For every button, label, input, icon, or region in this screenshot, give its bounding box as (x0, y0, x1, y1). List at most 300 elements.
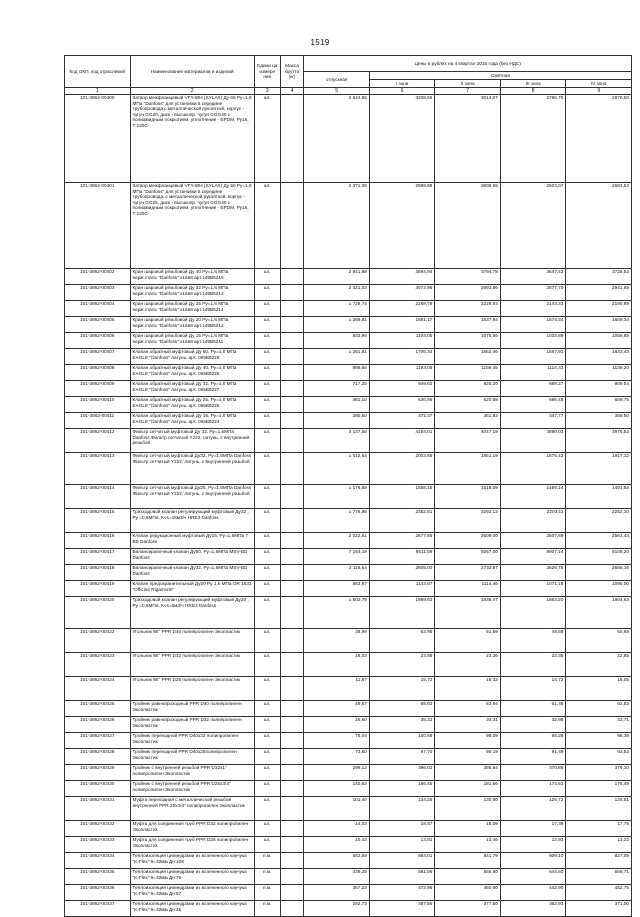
row-release-price: 2 321,03 (304, 285, 370, 301)
row-unit: шт. (254, 565, 280, 581)
row-name: Муфта для соединения труб PPR D32 полипропилен Экопластик (130, 821, 254, 837)
row-mass (280, 733, 304, 749)
row-zone3-price: 94,28 (500, 733, 566, 749)
row-mass (280, 797, 304, 821)
row-zone3-price: 1875,42 (500, 453, 566, 485)
row-release-price: 38,99 (304, 629, 370, 653)
row-zone2-price: 925,20 (435, 381, 501, 397)
row-zone3-price: 2143,33 (500, 301, 566, 317)
row-name: Трехходовой клапан регулирующий муфтовый Ду20 , Ру =0,6МПа, Kvs=6м3/ч HRE3 Danfoss (130, 597, 254, 629)
row-zone1-price: 13,81 (369, 837, 435, 853)
row-code: 101-3862-00429 (65, 765, 131, 781)
row-zone3-price: 1574,34 (500, 317, 566, 333)
row-zone1-price: 2805,00 (369, 565, 435, 581)
row-name: Клапан обратный муфтовый Ду 40, Ру=1,0 МПа EAGLE "Danfoss" латунь, арт. 065B8226 (130, 365, 254, 381)
row-name: Тройник переходной PPR D40x32 полипропилен Экопластик (130, 733, 254, 749)
row-zone4-price: 93,52 (566, 749, 632, 765)
table-row (65, 581, 632, 597)
row-code: 101-3862-00416 (65, 533, 131, 549)
row-zone4-price: 22,85 (566, 653, 632, 677)
row-zone1-price: 1193,05 (369, 365, 435, 381)
row-zone1-price: 2288,78 (369, 301, 435, 317)
row-unit: шт. (254, 677, 280, 701)
table-row (65, 381, 632, 397)
row-release-price: 2 371,05 (304, 183, 370, 269)
row-name: Затвор межфланцевый VFY-WH (SYLAX) Ду 50 Ру=1,6 МПа "Danfoss" для установки в середине трубопровода, с металлической рукояткой, корпус - чугун GG25, диск - высокопр. чугун GGG40 с полиамидным покрытием, уплотнение - EPDM, Ру16, T 120C (130, 183, 254, 269)
table-body (65, 95, 632, 917)
row-name: Тройник переходной PPR D40x25полипропилен Экопластик (130, 749, 254, 765)
row-zone1-price: 3694,94 (369, 269, 435, 285)
row-name: Тройник с внутренней резьбой PPR D32x1" полипропилен Экопластик (130, 765, 254, 781)
row-unit: шт. (254, 629, 280, 653)
row-unit: п.м. (254, 853, 280, 869)
row-zone2-price: 385,84 (435, 765, 501, 781)
column-index: 6 (369, 88, 435, 95)
row-release-price: 357,23 (304, 885, 370, 901)
row-zone2-price: 841,79 (435, 853, 501, 869)
table-row (65, 509, 632, 533)
row-mass (280, 183, 304, 269)
row-unit: шт. (254, 413, 280, 429)
table-row (65, 269, 632, 285)
row-zone2-price: 2229,93 (435, 301, 501, 317)
row-unit: шт. (254, 749, 280, 765)
table-row (65, 565, 632, 581)
row-zone1-price: 581,56 (369, 869, 435, 885)
row-mass (280, 269, 304, 285)
table-row (65, 837, 632, 853)
row-mass (280, 853, 304, 869)
row-release-price: 833,96 (304, 333, 370, 349)
row-zone2-price: 63,94 (435, 701, 501, 717)
header-zone-1: I зона (369, 80, 435, 88)
row-release-price: 1 269,81 (304, 317, 370, 333)
row-unit: п.м. (254, 885, 280, 901)
row-zone4-price: 62,82 (566, 701, 632, 717)
table-row (65, 701, 632, 717)
row-release-price: 14,03 (304, 821, 370, 837)
row-zone1-price: 387,56 (369, 901, 435, 917)
row-zone1-price: 15,72 (369, 677, 435, 701)
header-estimate-price: Сметная (369, 72, 631, 80)
row-mass (280, 597, 304, 629)
row-unit: шт. (254, 183, 280, 269)
row-unit: шт. (254, 301, 280, 317)
row-release-price: 481,10 (304, 397, 370, 413)
table-row (65, 533, 632, 549)
row-mass (280, 533, 304, 549)
column-index-row (65, 88, 632, 95)
row-unit: шт. (254, 429, 280, 453)
row-name: Балансировочный клапан Ду32, Ру=1,6МПа MSV-BD Danfoss (130, 565, 254, 581)
row-zone4-price: 13,22 (566, 837, 632, 853)
row-zone2-price: 1637,94 (435, 317, 501, 333)
row-unit: шт. (254, 453, 280, 485)
row-code: 101-3862-00433 (65, 837, 131, 853)
row-name: Тройник с внутренней резьбой PPR D25x3/4" полипропилен Экопластик (130, 781, 254, 797)
row-zone3-price: 1071,18 (500, 581, 566, 597)
row-name: Тройник равнопроходный PPR D32 полипропилен Экопластик (130, 717, 254, 733)
row-code: 101-3862-00419 (65, 581, 131, 597)
row-zone4-price: 556,71 (566, 869, 632, 885)
row-zone3-price: 12,93 (500, 837, 566, 853)
row-name: Клапан редукционный муфтовый Ду15, Ру=1,6МПа 7 BS Danfoss (130, 533, 254, 549)
row-name: Трехходовой клапан регулирующий муфтовый Ду32 , Ру =0,6МПа, Kvs=16м3/ч HRE3 Danfoss (130, 509, 254, 533)
row-zone1-price: 864,01 (369, 853, 435, 869)
row-zone2-price: 1114,46 (435, 581, 501, 597)
row-zone1-price: 636,96 (369, 397, 435, 413)
row-zone1-price: 4154,01 (369, 429, 435, 453)
row-unit: шт. (254, 397, 280, 413)
row-name: Кран шаровой резьбовой Ду 40 Ру=1,6 МПа нерж.сталь "Danfoss" x1666 арт.149B5215 (130, 269, 254, 285)
column-index: 2 (130, 88, 254, 95)
table-row (65, 183, 632, 269)
row-mass (280, 701, 304, 717)
row-zone3-price: 2603,07 (500, 183, 566, 269)
row-zone2-price: 1075,66 (435, 333, 501, 349)
row-zone4-price: 3728,52 (566, 269, 632, 285)
row-zone4-price: 33,71 (566, 717, 632, 733)
row-zone2-price: 3794,78 (435, 269, 501, 285)
row-zone4-price: 1904,63 (566, 597, 632, 629)
row-mass (280, 509, 304, 533)
row-code: 101-3862-00410 (65, 397, 131, 413)
row-release-price: 299,12 (304, 765, 370, 781)
row-release-price: 18,03 (304, 653, 370, 677)
row-zone1-price: 3208,56 (369, 95, 435, 183)
row-release-price: 898,66 (304, 365, 370, 381)
row-zone3-price: 22,35 (500, 653, 566, 677)
row-zone4-price: 178,49 (566, 781, 632, 797)
row-zone3-price: 596,48 (500, 397, 566, 413)
row-release-price: 1 512,64 (304, 453, 370, 485)
row-zone3-price: 347,77 (500, 413, 566, 429)
row-zone3-price: 442,90 (500, 885, 566, 901)
row-code: 101-3862-00409 (65, 381, 131, 397)
row-release-price: 26,60 (304, 717, 370, 733)
row-release-price: 11,87 (304, 677, 370, 701)
row-zone4-price: 1609,34 (566, 317, 632, 333)
row-name: Кран шаровой резьбовой Ду 25 Ру=1,6 МПа нерж.сталь "Danfoss" x1666 арт.149B5214 (130, 301, 254, 317)
header-prices: Цены в рублях на 4 квартал 2015 года (без НДС) (304, 56, 632, 72)
row-zone4-price: 17,78 (566, 821, 632, 837)
row-zone2-price: 34,31 (435, 717, 501, 733)
row-zone1-price: 1681,17 (369, 317, 435, 333)
row-zone3-price: 1597,91 (500, 349, 566, 365)
row-zone1-price: 2677,85 (369, 533, 435, 549)
row-zone4-price: 3976,52 (566, 429, 632, 453)
row-mass (280, 677, 304, 701)
row-zone3-price: 544,60 (500, 869, 566, 885)
row-zone1-price: 52,95 (369, 629, 435, 653)
row-mass (280, 821, 304, 837)
column-index: 7 (435, 88, 501, 95)
row-zone2-price: 181,66 (435, 781, 501, 797)
row-zone2-price: 2732,87 (435, 565, 501, 581)
row-zone1-price: 97,70 (369, 749, 435, 765)
row-zone3-price: 2626,75 (500, 565, 566, 581)
row-name: Клапан предохранительный Ду20 Ру 1,6 МПа OR 1831 "Officine Rigamonti" (130, 581, 254, 597)
header-unit: Едини ца измере ния (254, 56, 280, 88)
table-row (65, 413, 632, 429)
table-row (65, 781, 632, 797)
table-row (65, 797, 632, 821)
table-row (65, 765, 632, 781)
row-unit: шт. (254, 837, 280, 853)
row-zone2-price: 1951,19 (435, 453, 501, 485)
row-mass (280, 581, 304, 597)
row-code: 101-3862-00408 (65, 365, 131, 381)
row-code: 101-3862-00426 (65, 717, 131, 733)
column-index: 8 (500, 88, 566, 95)
row-zone3-price: 32,98 (500, 717, 566, 733)
row-code: 101-3862-00402 (65, 269, 131, 285)
row-unit: шт. (254, 317, 280, 333)
row-zone1-price: 65,63 (369, 701, 435, 717)
row-mass (280, 781, 304, 797)
row-zone4-price: 379,10 (566, 765, 632, 781)
row-unit: шт. (254, 765, 280, 781)
row-mass (280, 717, 304, 733)
row-zone4-price: 909,04 (566, 381, 632, 397)
row-zone1-price: 2989,88 (369, 183, 435, 269)
row-zone4-price: 2879,50 (566, 95, 632, 183)
row-code: 101-3862-00434 (65, 853, 131, 869)
table-row (65, 549, 632, 565)
row-name: Угольник 90° PPR D32 полипропилен Экопластик (130, 653, 254, 677)
row-name: Угольник 90° PPR D40 полипропилен Экопластик (130, 629, 254, 653)
row-name: Теплоизоляция цилиндрами из вспененного каучука "K-Flex" 6=32мм Дн 108 (130, 853, 254, 869)
header-zone-4: IV зона (566, 80, 632, 88)
row-mass (280, 837, 304, 853)
row-release-price: 652,59 (304, 853, 370, 869)
row-mass (280, 901, 304, 917)
row-code: 101-3862-00418 (65, 565, 131, 581)
table-row (65, 597, 632, 629)
row-code: 101-3862-00431 (65, 797, 131, 821)
row-name: Кран шаровой резьбовой Ду 32 Ру=1,6 МПа нерж.сталь "Danfoss" x1666 арт.149B5213 (130, 285, 254, 301)
row-release-price: 439,25 (304, 869, 370, 885)
row-zone1-price: 1989,63 (369, 597, 435, 629)
header-name: Наименование материалов и изделий (130, 56, 254, 88)
row-zone4-price: 1056,88 (566, 333, 632, 349)
row-name: Кран шаровой резьбовой Ду 20 Ру=1,6 МПа нерж.сталь "Danfoss" x1666 арт.149B5212 (130, 317, 254, 333)
row-mass (280, 397, 304, 413)
row-zone1-price: 9511,59 (369, 549, 435, 565)
row-name: Клапан обратный муфтовый Ду 15, Ру=1,0 МПа EAGLE "Danfoss" латунь, арт. 065B8224 (130, 413, 254, 429)
row-zone2-price: 9267,00 (435, 549, 501, 565)
row-release-price: 1 729,74 (304, 301, 370, 317)
row-zone1-price: 3072,96 (369, 285, 435, 301)
row-code: 101-3862-00423 (65, 653, 131, 677)
row-zone2-price: 566,60 (435, 869, 501, 885)
row-code: 101-3862-00414 (65, 485, 131, 509)
header-zone-3: III зона (500, 80, 566, 88)
row-release-price: 2 941,88 (304, 269, 370, 285)
table-row (65, 301, 632, 317)
row-release-price: 101,40 (304, 797, 370, 821)
table-row (65, 853, 632, 869)
row-unit: шт. (254, 285, 280, 301)
column-index: 9 (566, 88, 632, 95)
table-row (65, 453, 632, 485)
row-zone2-price: 4047,19 (435, 429, 501, 453)
row-unit: шт. (254, 821, 280, 837)
row-release-price: 76,04 (304, 733, 370, 749)
table-row (65, 365, 632, 381)
row-zone4-price: 2683,53 (566, 183, 632, 269)
table-row (65, 733, 632, 749)
row-zone2-price: 3014,07 (435, 95, 501, 183)
row-mass (280, 413, 304, 429)
row-code: 101-3862-00404 (65, 301, 131, 317)
row-zone4-price: 2190,99 (566, 301, 632, 317)
row-mass (280, 885, 304, 901)
row-release-price: 10,43 (304, 837, 370, 853)
row-zone1-price: 371,37 (369, 413, 435, 429)
row-zone4-price: 2563,44 (566, 533, 632, 549)
row-zone3-price: 362,93 (500, 901, 566, 917)
row-zone2-price: 2808,55 (435, 183, 501, 269)
row-mass (280, 95, 304, 183)
price-table (64, 55, 632, 917)
table-row (65, 485, 632, 509)
row-name: Теплоизоляция цилиндрами из вспененного каучука "K-Flex" 6=32мм Дн 76 (130, 869, 254, 885)
row-mass (280, 485, 304, 509)
row-zone3-price: 809,10 (500, 853, 566, 869)
row-name: Клапан обратный муфтовый Ду 25, Ру=1,0 МПа EAGLE "Danfoss" латунь, арт. 065B8226 (130, 397, 254, 413)
row-release-price: 3 137,56 (304, 429, 370, 453)
row-zone1-price: 949,62 (369, 381, 435, 397)
row-name: Тройник равнопроходный PPR D40 полипропилен Экопластик (130, 701, 254, 717)
row-zone2-price: 98,09 (435, 733, 501, 749)
table-row (65, 717, 632, 733)
row-code: 101-3862-00424 (65, 677, 131, 701)
row-zone2-price: 15,32 (435, 677, 501, 701)
row-zone4-price: 1917,12 (566, 453, 632, 485)
table-row (65, 653, 632, 677)
row-code: 101-3862-00420 (65, 597, 131, 629)
row-zone2-price: 1159,45 (435, 365, 501, 381)
row-zone3-price: 1459,14 (500, 485, 566, 509)
row-zone1-price: 1143,87 (369, 581, 435, 597)
header-mass: Масса брутто (кг) (280, 56, 304, 88)
row-code: 101-3862-00417 (65, 549, 131, 565)
row-zone3-price: 2507,69 (500, 533, 566, 549)
row-code: 101-3862-00430 (65, 781, 131, 797)
row-unit: шт. (254, 533, 280, 549)
row-unit: шт. (254, 365, 280, 381)
row-zone3-price: 2786,70 (500, 95, 566, 183)
row-unit: шт. (254, 733, 280, 749)
row-release-price: 2 022,61 (304, 533, 370, 549)
table-row (65, 317, 632, 333)
row-zone1-price: 2352,61 (369, 509, 435, 533)
row-zone2-price: 13,46 (435, 837, 501, 853)
row-code: 101-3862-00411 (65, 413, 131, 429)
row-unit: шт. (254, 717, 280, 733)
row-release-price: 292,73 (304, 901, 370, 917)
row-zone2-price: 1662,46 (435, 349, 501, 365)
row-unit: шт. (254, 269, 280, 285)
row-name: Угольник 90° PPR D25 полипропилен Экопластик (130, 677, 254, 701)
row-name: Муфта для соединения труб PPR D25 полипропилен Экопластик (130, 837, 254, 853)
row-mass (280, 317, 304, 333)
row-zone3-price: 14,72 (500, 677, 566, 701)
row-release-price: 1 281,81 (304, 349, 370, 365)
row-zone3-price: 1114,43 (500, 365, 566, 381)
row-zone3-price: 3890,03 (500, 429, 566, 453)
row-unit: шт. (254, 509, 280, 533)
row-zone2-price: 2993,96 (435, 285, 501, 301)
row-release-price: 717,25 (304, 381, 370, 397)
row-zone2-price: 2609,00 (435, 533, 501, 549)
row-release-price: 1 502,79 (304, 597, 370, 629)
row-unit: шт. (254, 381, 280, 397)
row-code: 101-3862-00406 (65, 333, 131, 349)
row-zone2-price: 361,82 (435, 413, 501, 429)
row-zone3-price: 49,58 (500, 629, 566, 653)
table-row (65, 749, 632, 765)
table-row (65, 885, 632, 901)
row-zone2-price: 23,26 (435, 653, 501, 677)
row-code: 101-3862-00437 (65, 901, 131, 917)
column-index: 4 (280, 88, 304, 95)
row-mass (280, 765, 304, 781)
row-unit: шт. (254, 597, 280, 629)
header-zone-2: II зона (435, 80, 501, 88)
row-zone4-price: 452,75 (566, 885, 632, 901)
row-unit: шт. (254, 701, 280, 717)
table-row (65, 349, 632, 365)
row-name: Клапан обратный муфтовый Ду 50, Ру=1,0 МПа EAGLE "Danfoss" латунь, арт. 065B8229 (130, 349, 254, 365)
row-zone2-price: 460,80 (435, 885, 501, 901)
row-unit: шт. (254, 581, 280, 597)
row-code: 101-3862-00407 (65, 349, 131, 365)
row-zone2-price: 18,09 (435, 821, 501, 837)
row-zone1-price: 18,57 (369, 821, 435, 837)
row-zone4-price: 96,38 (566, 733, 632, 749)
row-mass (280, 565, 304, 581)
column-index: 3 (254, 88, 280, 95)
row-name: Фильтр сетчатый муфтовый Ду32, Ру=1,6МПа Danfoss Фильтр сетчатый Y222, латунь, с внутренней резьбой (130, 453, 254, 485)
row-zone1-price: 1104,05 (369, 333, 435, 349)
row-code: 101-3862-00400 (65, 95, 131, 183)
row-zone2-price: 1938,47 (435, 597, 501, 629)
row-zone1-price: 186,45 (369, 781, 435, 797)
row-release-price: 1 776,95 (304, 509, 370, 533)
row-zone3-price: 889,27 (500, 381, 566, 397)
row-mass (280, 549, 304, 565)
table-row (65, 677, 632, 701)
row-zone4-price: 2685,16 (566, 565, 632, 581)
row-zone3-price: 1033,89 (500, 333, 566, 349)
table-row (65, 397, 632, 413)
row-zone1-price: 1706,34 (369, 349, 435, 365)
row-mass (280, 333, 304, 349)
row-release-price: 49,57 (304, 701, 370, 717)
header-release-price: отпускная (304, 72, 370, 88)
page-number: 1519 (310, 38, 330, 47)
row-zone2-price: 130,80 (435, 797, 501, 821)
row-zone3-price: 2203,11 (500, 509, 566, 533)
row-zone1-price: 2002,68 (369, 453, 435, 485)
row-name: Муфта переходная с металлической резьбой внутренней PPR 25x3/4" полипропилен Экопластик (130, 797, 254, 821)
row-mass (280, 349, 304, 365)
row-name: Клапан обратный муфтовый Ду 32, Ру=1,0 МПа EAGLE "Danfoss" латунь, арт. 065B8227 (130, 381, 254, 397)
row-code: 101-3862-00401 (65, 183, 131, 269)
row-release-price: 140,83 (304, 781, 370, 797)
